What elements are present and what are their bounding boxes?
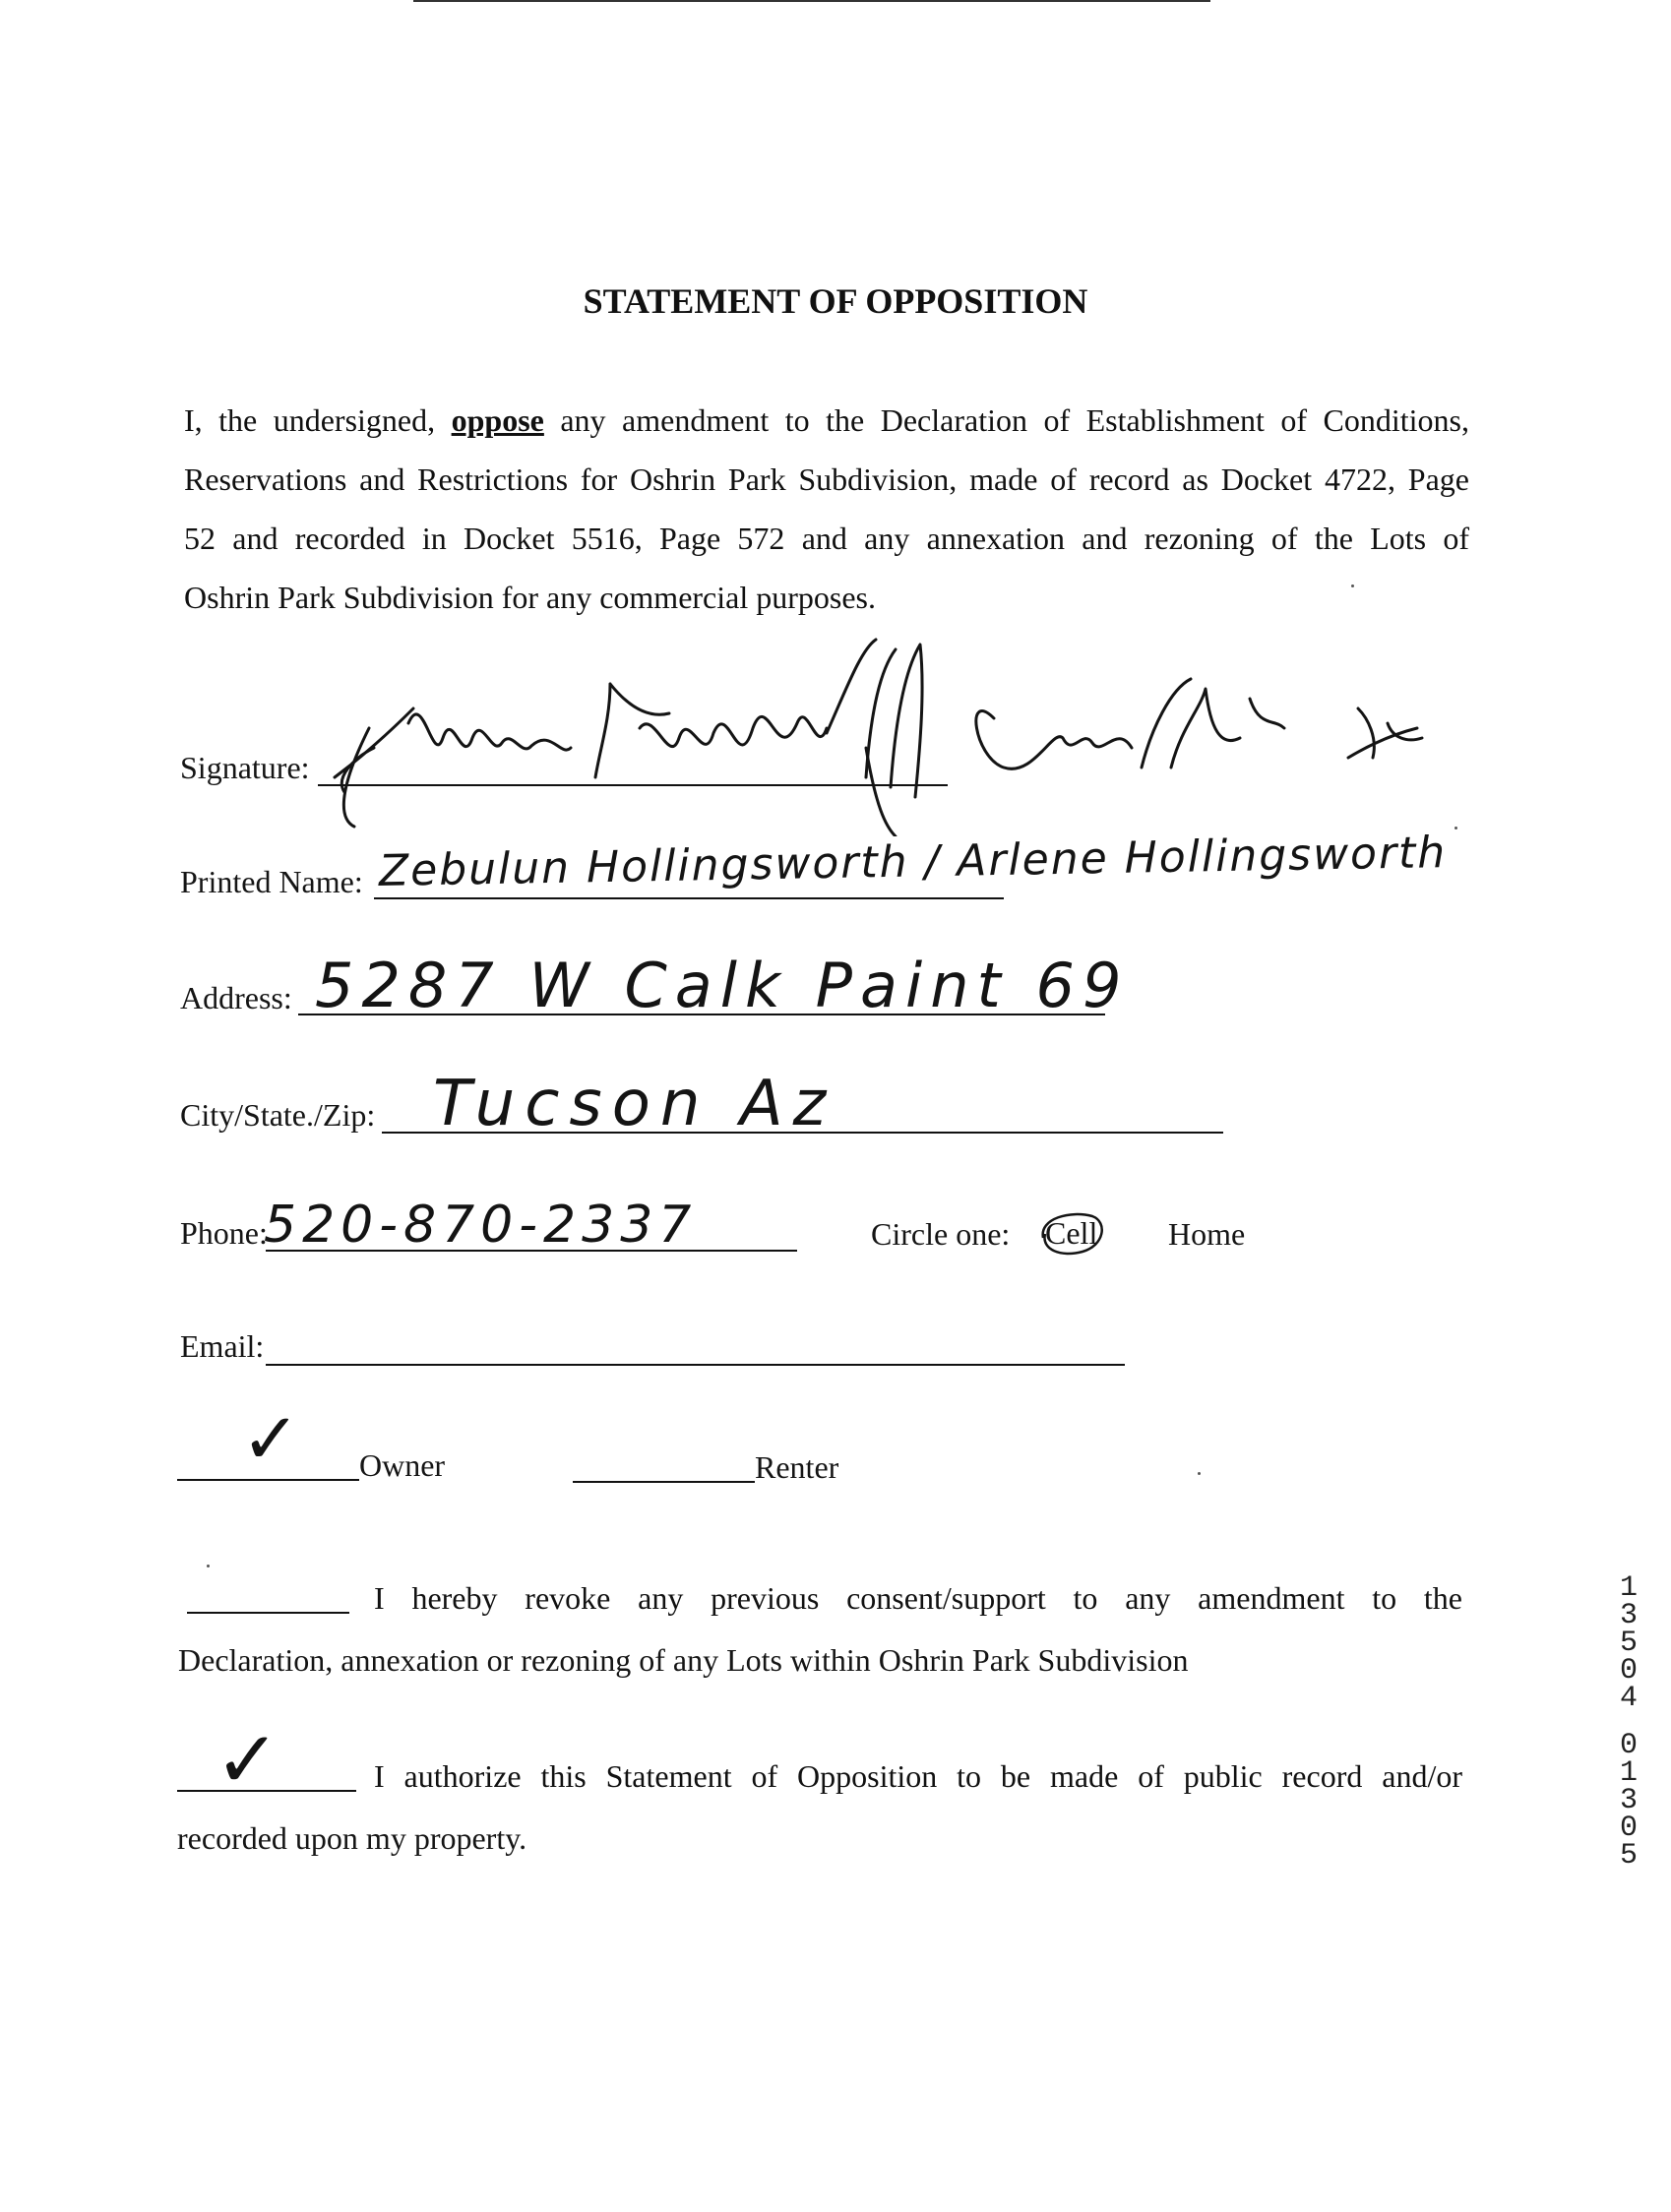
revoke-line bbox=[187, 1612, 349, 1614]
scan-speck bbox=[1351, 584, 1354, 587]
renter-label: Renter bbox=[755, 1449, 839, 1485]
revoke-statement-line-2: Declaration, annexation or rezoning of any Lots within Oshrin Park Subdivision bbox=[178, 1642, 1189, 1678]
cell-option-label: Cell bbox=[1045, 1215, 1098, 1251]
margin-stamp-group-1: 13504 bbox=[1619, 1571, 1638, 1715]
phone-type-cell-option bbox=[1031, 1208, 1110, 1256]
scan-speck bbox=[207, 1565, 210, 1567]
revoke-statement-line-1: I hereby revoke any previous consent/support to any amendment to the bbox=[374, 1580, 1462, 1616]
intro-line-3: 52 and recorded in Docket 5516, Page 572 and any annexation and rezoning of the Lots of bbox=[184, 521, 1469, 556]
scan-speck bbox=[1454, 827, 1457, 830]
handwritten-city-state-zip: Tucson Az bbox=[433, 1068, 836, 1140]
scan-artifact-line bbox=[413, 0, 571, 2]
handwritten-printed-name: Zebulun Hollingsworth / Arlene Hollingsworth bbox=[378, 828, 1448, 896]
printed-name-label: Printed Name: bbox=[180, 864, 363, 899]
margin-stamp-group-2: 01305 bbox=[1619, 1729, 1638, 1873]
handwritten-address: 5287 W Calk Paint 69 bbox=[315, 950, 1130, 1021]
address-label: Address: bbox=[180, 980, 292, 1015]
scan-artifact-line bbox=[571, 0, 1210, 2]
intro-line-2: Reservations and Restrictions for Oshrin Park Subdivision, made of record as Docket 4722, Page bbox=[184, 461, 1469, 497]
signature-label: Signature: bbox=[180, 750, 310, 785]
intro-line-4: Oshrin Park Subdivision for any commercial purposes. bbox=[184, 580, 876, 615]
scan-speck bbox=[1198, 1472, 1201, 1475]
owner-check-mark: ✓ bbox=[241, 1397, 301, 1480]
email-label: Email: bbox=[180, 1328, 265, 1364]
handwritten-phone: 520-870-2337 bbox=[264, 1196, 698, 1255]
authorize-statement-line-2: recorded upon my property. bbox=[177, 1820, 527, 1856]
owner-label: Owner bbox=[359, 1447, 446, 1483]
renter-line bbox=[573, 1481, 755, 1483]
authorize-statement-line-1: I authorize this Statement of Opposition to be made of public record and/or bbox=[374, 1758, 1462, 1794]
printed-name-line bbox=[374, 897, 1004, 899]
margin-stamp bbox=[1614, 1571, 1643, 1873]
circle-one-label: Circle one: bbox=[871, 1216, 1011, 1252]
city-state-zip-label: City/State./Zip: bbox=[180, 1097, 376, 1133]
intro-paragraph bbox=[184, 391, 1469, 627]
authorize-check-mark: ✓ bbox=[215, 1714, 281, 1806]
home-option-label: Home bbox=[1168, 1216, 1246, 1252]
email-line bbox=[266, 1364, 1125, 1366]
phone-label: Phone: bbox=[180, 1215, 268, 1251]
intro-line-1: I, the undersigned, oppose any amendment to the Declaration of Establishment of Conditions, bbox=[184, 402, 1470, 438]
oppose-emphasis: oppose bbox=[451, 402, 544, 438]
handwritten-signature bbox=[315, 630, 1447, 836]
document-title: STATEMENT OF OPPOSITION bbox=[583, 281, 1088, 321]
